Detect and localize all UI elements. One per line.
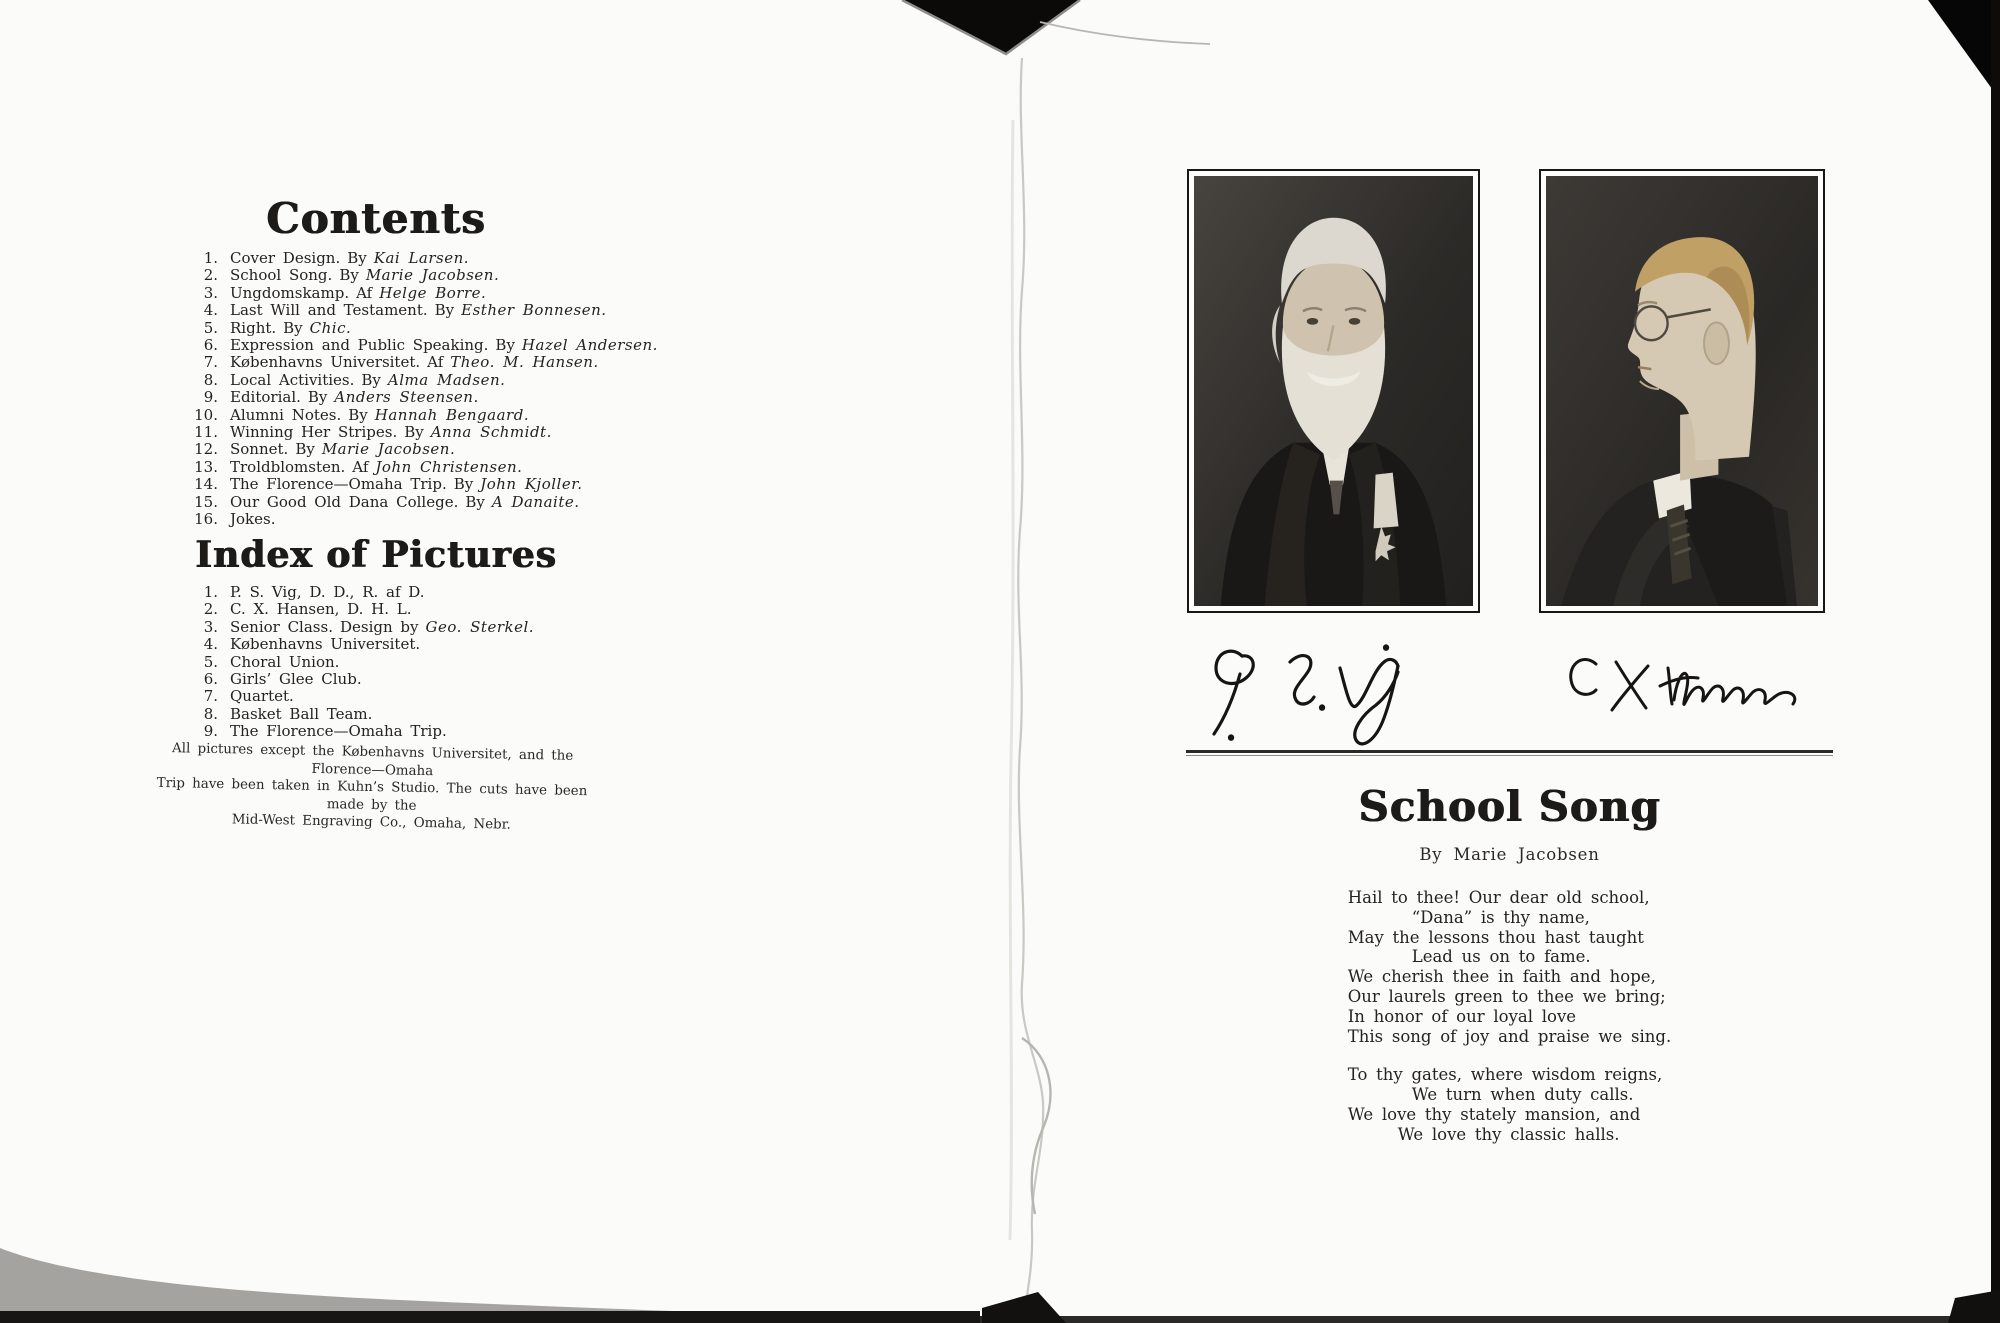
corner-bottom-right-dark: [1948, 1290, 2000, 1323]
lyric-line: In honor of our loyal love: [1347, 1006, 1577, 1026]
contents-item: [186, 354, 658, 371]
hansen-portrait-illustration: [1546, 176, 1818, 606]
lyric-line: We cherish thee in faith and hope,: [1347, 967, 1656, 987]
page-fold-flap: [1022, 1038, 1050, 1214]
item-title: The Florence—Omaha Trip.: [230, 475, 447, 494]
item-title: School Song.: [230, 266, 333, 285]
contents-item: [186, 511, 658, 528]
item-author: John Kjoller.: [480, 475, 583, 494]
footnote-line: All pictures except the Københavns Universitet, and the Florence—Omaha: [171, 741, 574, 779]
index-of-pictures-heading: Index of Pictures: [195, 534, 557, 576]
item-title: C. X. Hansen, D. H. L.: [230, 600, 412, 619]
item-title: Basket Ball Team.: [230, 704, 373, 723]
contents-item: [186, 250, 658, 267]
item-title: Troldblomsten.: [230, 457, 346, 476]
item-number: 3.: [203, 283, 218, 302]
item-number: 16.: [194, 510, 218, 529]
item-by: By: [434, 301, 455, 320]
picture-index-item: [186, 636, 534, 653]
lyric-line: To thy gates, where wisdom reigns,: [1347, 1065, 1663, 1085]
school-song-heading: School Song: [1358, 782, 1661, 831]
item-by: Design by: [339, 617, 419, 636]
item-author: Anders Steensen.: [334, 388, 479, 407]
picture-index-item: [186, 688, 534, 705]
item-author: A Danaite.: [491, 492, 580, 511]
contents-item: [186, 424, 658, 441]
item-number: 7.: [203, 353, 218, 372]
item-title: Ungdomskamp.: [230, 283, 350, 302]
item-number: 1.: [203, 583, 218, 601]
item-title: Quartet.: [230, 687, 294, 706]
picture-index-item: [186, 619, 534, 636]
contents-item: [186, 320, 658, 337]
item-by: Af: [427, 353, 444, 372]
item-author: Theo. M. Hansen.: [450, 353, 599, 372]
item-number: 6.: [203, 670, 218, 689]
contents-item: [186, 389, 658, 406]
contents-item: [186, 372, 658, 389]
item-author: Alma Madsen.: [387, 370, 506, 389]
item-by: By: [361, 370, 381, 389]
item-by: By: [295, 440, 315, 459]
school-song-section: [1186, 782, 1833, 1145]
item-author: Marie Jacobsen.: [365, 266, 500, 285]
item-number: 15.: [194, 492, 218, 511]
item-number: 8.: [203, 704, 218, 723]
item-title: Alumni Notes.: [230, 405, 342, 424]
item-number: 13.: [194, 457, 218, 476]
item-title: Editorial.: [230, 388, 301, 407]
lyric-line: We turn when duty calls.: [1411, 1085, 1634, 1105]
lyric-line: We love thy stately mansion, and: [1347, 1104, 1641, 1124]
bottom-left-dark-strip: [0, 1311, 980, 1323]
item-title: Our Good Old Dana College.: [230, 492, 459, 511]
item-title: Local Activities.: [230, 370, 355, 389]
item-title: Last Will and Testament.: [230, 301, 428, 320]
item-number: 5.: [203, 652, 218, 671]
contents-item: [186, 476, 658, 493]
item-number: 14.: [194, 475, 218, 494]
item-number: 9.: [203, 722, 218, 741]
item-by: By: [348, 405, 368, 424]
footnote-line: Mid-West Engraving Co., Omaha, Nebr.: [231, 812, 512, 834]
item-by: Af: [356, 283, 373, 302]
item-author: Esther Bonnesen.: [461, 301, 607, 320]
item-number: 1.: [203, 249, 218, 267]
stanza-2: [1348, 1065, 1671, 1144]
item-number: 4.: [203, 635, 218, 654]
lyric-line: Our laurels green to thee we bring;: [1347, 986, 1666, 1006]
item-by: By: [495, 336, 515, 355]
lyric-line: “Dana” is thy name,: [1411, 907, 1590, 927]
item-by: By: [339, 266, 359, 285]
item-title: The Florence—Omaha Trip.: [230, 722, 447, 741]
item-title: Winning Her Stripes.: [230, 423, 398, 442]
item-author: Hannah Bengaard.: [374, 405, 530, 424]
picture-index-item: [186, 723, 534, 740]
contents-list: [186, 250, 658, 529]
school-song-byline: By Marie Jacobsen: [1419, 845, 1600, 864]
item-author: Helge Borre.: [379, 283, 487, 302]
contents-item: [186, 441, 658, 458]
pictures-footnote: [145, 740, 599, 837]
item-author: Anna Schmidt.: [430, 423, 552, 442]
lyric-line: May the lessons thou hast taught: [1347, 927, 1644, 947]
item-number: 8.: [203, 370, 218, 389]
portrait-photo-hansen: [1539, 169, 1825, 613]
item-title: Girls’ Glee Club.: [230, 670, 362, 689]
lyric-line: Hail to thee! Our dear old school,: [1347, 888, 1650, 907]
item-number: 6.: [203, 336, 218, 355]
bottom-dark-strip: [0, 1316, 2000, 1323]
index-of-pictures-list: [186, 584, 534, 741]
item-number: 7.: [203, 687, 218, 706]
item-number: 2.: [203, 600, 218, 619]
bottom-left-gray-wedge: [0, 1248, 900, 1323]
torn-page-shadow: [1010, 120, 1013, 1240]
item-number: 5.: [203, 318, 218, 337]
item-author: Hazel Andersen.: [521, 336, 658, 355]
lyric-line: We love thy classic halls.: [1397, 1124, 1620, 1144]
right-edge-dark-strip: [1991, 0, 2000, 1323]
item-author: Geo. Sterkel.: [425, 617, 535, 636]
item-number: 3.: [203, 617, 218, 636]
item-by: By: [283, 318, 303, 337]
item-number: 4.: [203, 301, 218, 320]
contents-item: [186, 302, 658, 319]
spine-top-wedge: [902, 0, 1080, 54]
item-number: 10.: [194, 405, 218, 424]
item-title: Cover Design.: [230, 249, 341, 267]
item-title: Københavns Universitet.: [230, 353, 421, 372]
item-by: Af: [352, 457, 369, 476]
contents-item: [186, 459, 658, 476]
item-title: Jokes.: [230, 510, 276, 529]
contents-item: [186, 285, 658, 302]
item-author: Kai Larsen.: [373, 249, 470, 267]
page-top-curl-line: [1040, 22, 1210, 44]
stanza-1: [1348, 888, 1671, 1046]
item-author: Chic.: [309, 318, 352, 337]
lyric-line: Lead us on to fame.: [1411, 947, 1591, 967]
item-number: 2.: [203, 266, 218, 285]
item-title: Choral Union.: [230, 652, 340, 671]
contents-heading: Contents: [266, 194, 486, 243]
contents-item: [186, 407, 658, 424]
item-by: By: [307, 388, 328, 407]
picture-index-item: [186, 654, 534, 671]
item-author: Marie Jacobsen.: [321, 440, 456, 459]
school-song-lyrics: [1348, 888, 1671, 1145]
spine-top-wedge-rim: [902, 0, 1080, 54]
item-title: Expression and Public Speaking.: [230, 336, 489, 355]
vig-portrait-illustration: [1194, 176, 1473, 606]
corner-top-right-dark: [1928, 0, 2000, 100]
picture-index-item: [186, 601, 534, 618]
picture-index-item: [186, 584, 534, 601]
item-title: Sonnet.: [230, 440, 289, 459]
item-number: 9.: [203, 388, 218, 407]
item-by: By: [453, 475, 474, 494]
picture-index-item: [186, 671, 534, 688]
gutter-bottom-blob: [982, 1292, 1066, 1323]
signature-ps-vig: [1198, 616, 1436, 758]
item-title: Right.: [230, 318, 277, 337]
torn-page-edge: [1018, 58, 1043, 1304]
item-title: P. S. Vig, D. D., R. af D.: [230, 583, 425, 601]
contents-item: [186, 337, 658, 354]
item-by: By: [404, 423, 424, 442]
item-number: 12.: [194, 440, 218, 459]
portrait-photo-vig: [1187, 169, 1480, 613]
footnote-line: Trip have been taken in Kuhn’s Studio. The cuts have been made by the: [156, 776, 588, 814]
horizontal-rule: [1186, 750, 1833, 756]
contents-item: [186, 267, 658, 284]
picture-index-item: [186, 706, 534, 723]
signature-cx-hansen: [1552, 638, 1820, 734]
item-number: 11.: [194, 423, 218, 442]
lyric-line: This song of joy and praise we sing.: [1347, 1026, 1672, 1046]
item-by: By: [465, 492, 485, 511]
item-title: Senior Class.: [230, 617, 333, 636]
item-title: Københavns Universitet.: [230, 635, 421, 654]
contents-item: [186, 494, 658, 511]
item-by: By: [347, 249, 367, 267]
item-author: John Christensen.: [375, 457, 523, 476]
